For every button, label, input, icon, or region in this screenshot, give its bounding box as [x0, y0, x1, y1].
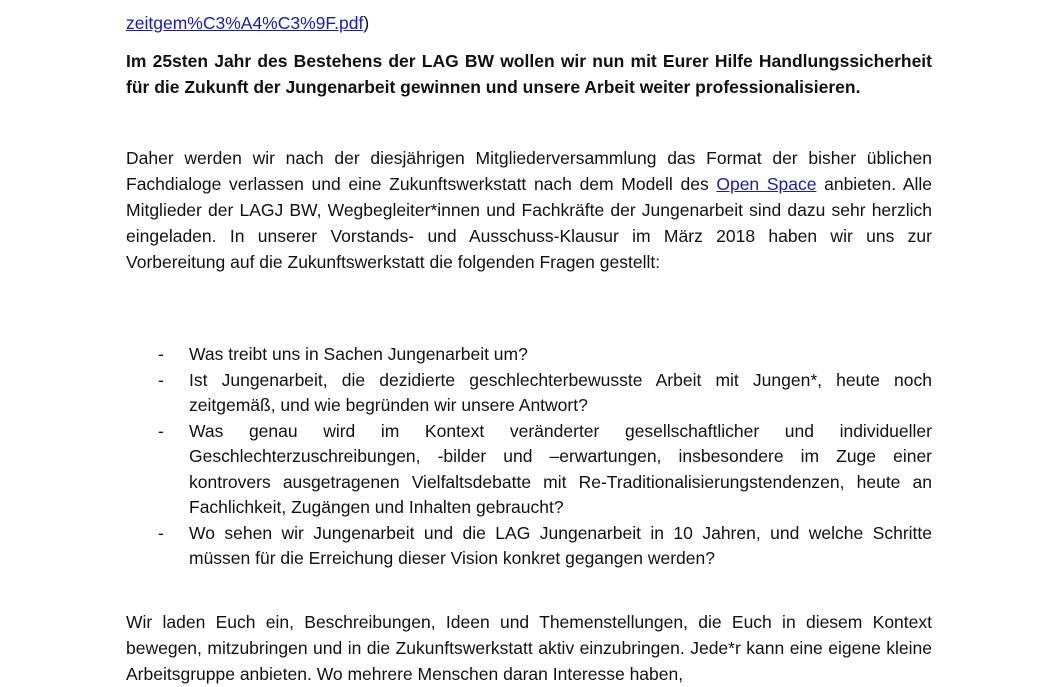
- question-text: Ist Jungenarbeit, die dezidierte geschlechterbewusste Arbeit mit Jungen*, heute noch zeitgemäß, und wie begründen wir unsere Antwort?: [189, 369, 932, 415]
- questions-list: [126, 342, 932, 572]
- list-item: [126, 342, 932, 368]
- question-text: Was treibt uns in Sachen Jungenarbeit um?: [189, 344, 528, 364]
- intro-text-after-link: anbieten. Alle Mitglieder der LAGJ BW, Wegbegleiter*innen und Fachkräfte der Jungenarbeit sind dazu sehr herzlich eingeladen. In unserer Vorstands- und Ausschuss-Klausur im März 2018 haben wir uns zur Vorbereitung auf die Zukunftswerkstatt die folgenden Fragen gestellt:: [126, 174, 932, 272]
- closing-paragraph: Wir laden Euch ein, Beschreibungen, Ideen und Themenstellungen, die Euch in diesem Kontext bewegen, mitzubringen und in die Zukunftswerkstatt aktiv einzubringen. Jede*r kann eine eigene kleine Arbeitsgruppe anbieten. Wo mehrere Menschen daran Interesse haben,: [126, 612, 932, 684]
- intro-text-before-link: Daher werden wir nach der diesjährigen Mitgliederversammlung das Format der bisher üblichen Fachdialoge verlassen und eine Zukunftswerkstatt nach dem Modell des: [126, 148, 932, 194]
- question-text: Wo sehen wir Jungenarbeit und die LAG Jungenarbeit in 10 Jahren, und welche Schritte müssen für die Erreichung dieser Vision konkret gegangen werden?: [189, 522, 932, 568]
- open-space-link[interactable]: Open Space: [716, 174, 817, 194]
- pdf-url-link[interactable]: zeitgem%C3%A4%C3%9F.pdf: [126, 13, 364, 33]
- question-text: Was genau wird im Kontext veränderter gesellschaftlicher und individueller Geschlechterzuschreibungen, -bilder und –erwartungen, insbesondere im Zuge einer kontrovers ausgetragenen Vielfaltsdebatte mit Re-Traditionalisierungstendenzen, heute an Fachlichkeit, Zugängen und Inhalten gebraucht?: [189, 420, 932, 517]
- url-close-paren: ): [363, 13, 370, 33]
- bullet-dash: -: [158, 420, 164, 441]
- intro-paragraph: [126, 145, 932, 275]
- bullet-dash: -: [158, 344, 164, 364]
- bold-paragraph: Im 25sten Jahr des Bestehens der LAG BW wollen wir nun mit Eurer Hilfe Handlungssicherheit für die Zukunft der Jungenarbeit gewinnen und unsere Arbeit weiter professionalisieren.: [126, 51, 932, 97]
- list-item: [126, 521, 932, 572]
- list-item: [126, 419, 932, 521]
- pdf-url-line: [126, 0, 666, 36]
- bullet-dash: -: [158, 522, 164, 543]
- list-item: [126, 368, 932, 419]
- bullet-dash: -: [158, 369, 164, 390]
